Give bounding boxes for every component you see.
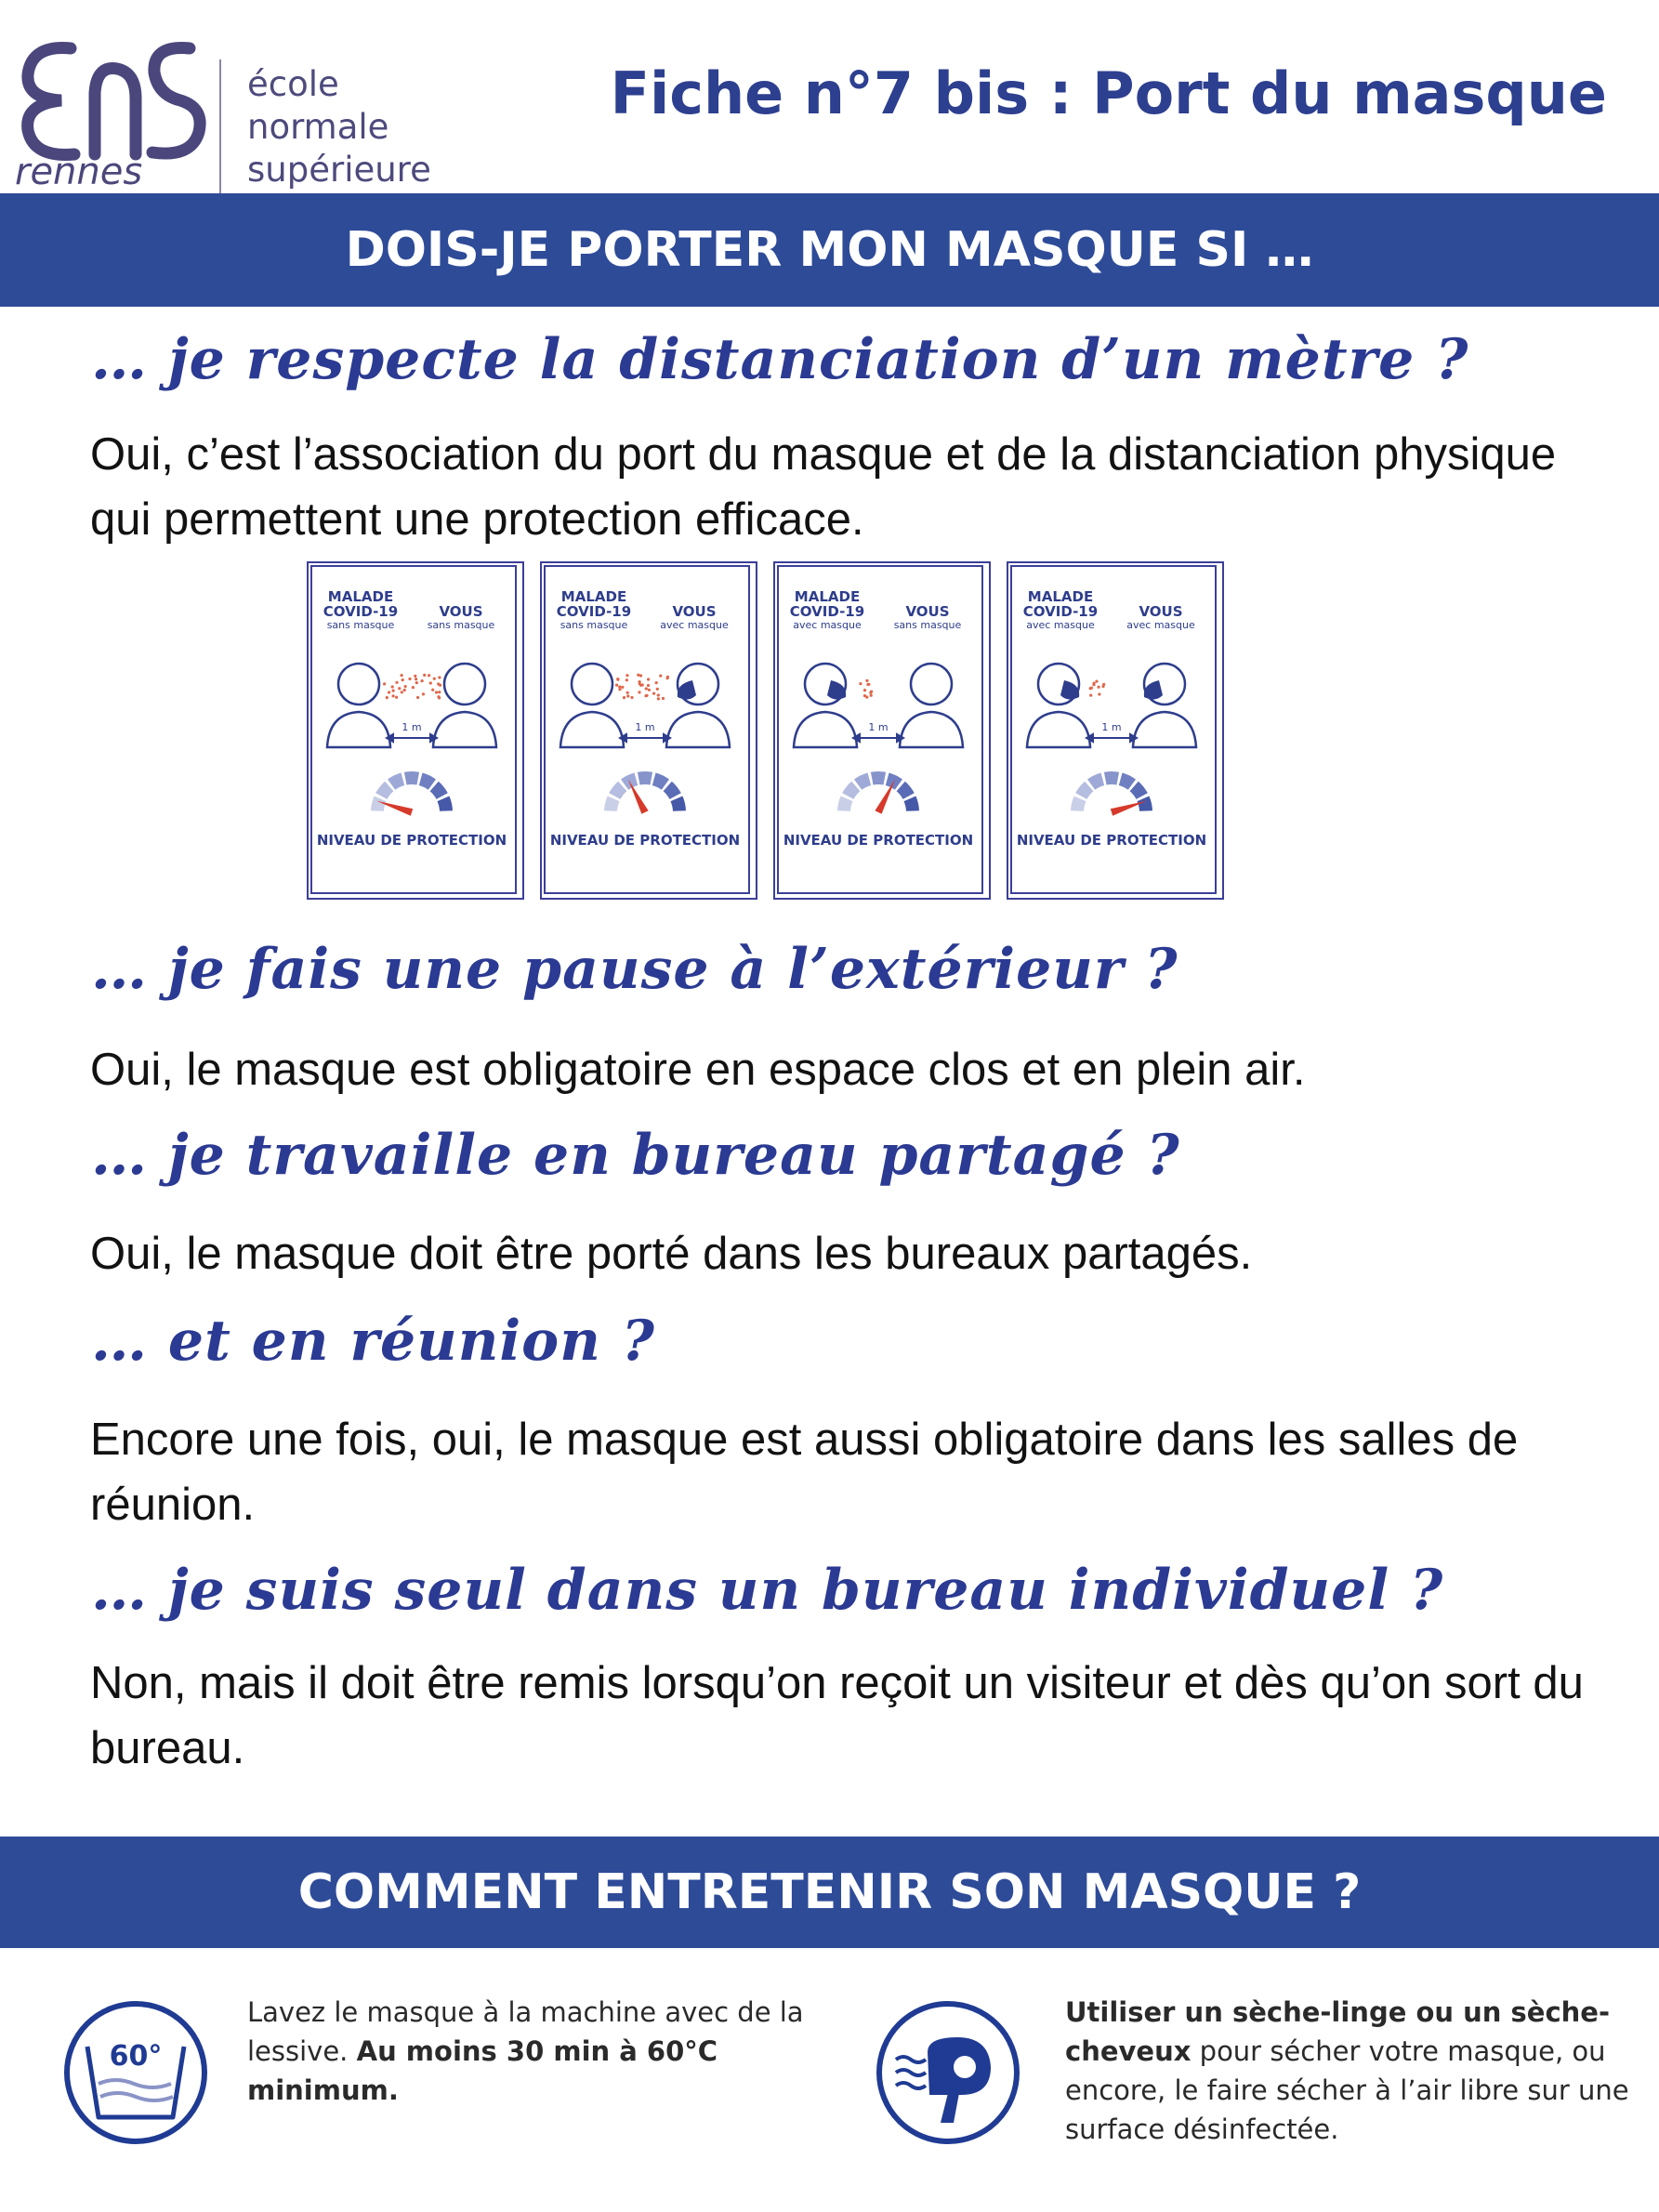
droplet	[621, 686, 624, 689]
droplet	[392, 690, 395, 692]
wash-instructions	[247, 1993, 842, 2110]
gauge-segment	[652, 773, 669, 790]
section-band-mask-questions	[0, 193, 1659, 307]
gauge-needle	[875, 779, 895, 813]
droplet	[415, 681, 418, 684]
question-heading: … je travaille en bureau partagé ?	[91, 1123, 1180, 1188]
dry-text-normal: pour sécher votre masque, ou encore, le faire sécher à l’air libre sur une surface désinfectée.	[1065, 2035, 1629, 2145]
droplet	[657, 697, 660, 700]
card-right-sub: sans masque	[427, 619, 495, 631]
section-title: DOIS-JE PORTER MON MASQUE SI …	[345, 222, 1314, 278]
distance-label: 1 m	[635, 721, 655, 733]
gauge-segment	[871, 771, 886, 785]
droplet	[391, 685, 394, 688]
mask-care-instructions	[0, 1948, 1659, 2212]
answer-text: Oui, le masque est obligatoire en espace clos et en plein air.	[90, 1045, 1306, 1095]
gauge-segment	[842, 782, 860, 799]
droplet	[392, 694, 395, 697]
droplet	[398, 687, 401, 690]
droplet	[630, 696, 633, 699]
card-left-title: MALADE COVID-19	[556, 588, 632, 620]
question-heading: … je suis seul dans un bureau individuel ?	[91, 1558, 1444, 1623]
droplet	[408, 678, 411, 680]
answer-text: Oui, c’est l’association du port du masque et de la distanciation physique qui permettent une protection efficace.	[90, 429, 1557, 545]
dry-instructions	[1065, 1993, 1641, 2149]
card-right-title: VOUS	[439, 603, 483, 620]
card-right-title: VOUS	[672, 603, 717, 620]
distance-arrow-icon	[853, 734, 903, 742]
droplet	[395, 681, 398, 684]
card-left-sub: sans masque	[326, 619, 395, 631]
logo-line: supérieure	[247, 150, 431, 190]
card-illustration	[1007, 561, 1222, 898]
protection-card	[307, 561, 522, 898]
droplet	[625, 674, 628, 677]
gauge-segment	[388, 773, 404, 790]
droplet	[616, 678, 619, 681]
document-title: Fiche n°7 bis : Port du masque	[610, 59, 1607, 127]
ens-logo-mark	[13, 28, 217, 186]
gauge-segment	[854, 773, 871, 790]
droplet	[421, 679, 424, 682]
gauge-segment	[671, 797, 687, 811]
gauge-segment	[430, 782, 448, 799]
gauge-segment	[404, 771, 419, 785]
droplet	[615, 684, 618, 687]
droplet	[386, 696, 388, 699]
person-left-icon	[1027, 664, 1090, 747]
droplet	[657, 693, 660, 696]
logo-line: école	[247, 64, 339, 104]
logo-line: normale	[247, 107, 389, 147]
droplet	[618, 688, 621, 691]
droplet	[415, 678, 417, 680]
droplet	[1102, 683, 1105, 686]
droplet	[438, 691, 441, 693]
droplet	[1089, 694, 1092, 697]
droplet	[1092, 683, 1095, 686]
protection-level-cards	[307, 561, 1222, 907]
droplet	[655, 681, 658, 684]
person-right-icon	[666, 664, 730, 747]
gauge-segment	[375, 782, 393, 799]
droplet	[433, 678, 436, 680]
droplet	[656, 688, 659, 691]
person-left-icon	[327, 664, 390, 747]
gauge-segment	[1075, 782, 1093, 799]
washing-basin-icon	[61, 1998, 210, 2147]
card-illustration	[307, 561, 522, 898]
droplet	[623, 696, 625, 699]
droplet	[666, 677, 669, 679]
droplet	[428, 674, 430, 677]
card-left-title: MALADE COVID-19	[1022, 588, 1099, 620]
droplet	[626, 691, 629, 694]
droplet	[402, 678, 404, 681]
person-right-icon	[1133, 664, 1196, 747]
card-left-title: MALADE COVID-19	[789, 588, 865, 620]
droplet	[439, 684, 441, 687]
card-left-sub: sans masque	[560, 619, 628, 631]
droplet	[618, 685, 621, 688]
droplet	[412, 686, 415, 689]
protection-card	[773, 561, 989, 898]
gauge-segment	[904, 797, 920, 811]
logo-separator	[219, 59, 221, 206]
dry-text-bold: Utiliser un sèche-linge ou un sèche-cheveux	[1065, 1996, 1610, 2067]
answer-text: Oui, le masque doit être porté dans les bureaux partagés.	[90, 1229, 1253, 1279]
droplet	[438, 676, 441, 678]
hair-dryer-icon	[874, 1998, 1022, 2147]
droplet	[647, 684, 650, 687]
droplet	[438, 696, 441, 699]
gauge-segment	[897, 782, 915, 799]
droplet	[1095, 680, 1098, 683]
person-left-icon	[794, 664, 857, 747]
droplet	[639, 674, 642, 677]
wash-text-bold: Au moins 30 min à 60°C minimum.	[247, 2035, 718, 2106]
droplet	[644, 694, 647, 697]
droplet	[1090, 687, 1093, 690]
card-right-sub: sans masque	[893, 619, 962, 631]
gauge-segment	[837, 797, 853, 811]
droplet	[395, 696, 398, 699]
droplet	[648, 689, 651, 691]
question-heading: … je fais une pause à l’extérieur ?	[91, 937, 1178, 1002]
gauge-segment	[638, 771, 652, 785]
answer-text: Non, mais il doit être remis lorsqu’on reçoit un visiteur et dès qu’on sort du bureau.	[90, 1658, 1584, 1773]
person-left-icon	[560, 664, 624, 747]
droplet	[404, 685, 407, 688]
gauge-segment	[1104, 771, 1119, 785]
droplet	[859, 682, 862, 685]
gauge-segment	[609, 782, 626, 799]
droplet	[414, 675, 416, 678]
droplet	[401, 674, 403, 677]
protection-label: NIVEAU DE PROTECTION	[316, 832, 507, 849]
question-heading: … je respecte la distanciation d’un mètre ?	[91, 327, 1469, 392]
card-right-sub: avec masque	[1126, 619, 1195, 631]
distance-arrow-icon	[387, 734, 437, 742]
droplet	[870, 694, 873, 697]
protection-label: NIVEAU DE PROTECTION	[783, 832, 974, 849]
droplet	[637, 674, 639, 677]
answer-text: Encore une fois, oui, le masque est aussi obligatoire dans les salles de réunion.	[90, 1415, 1519, 1530]
gauge-segment	[1119, 773, 1136, 790]
droplet	[869, 691, 872, 694]
gauge-segment	[438, 797, 454, 811]
droplet	[403, 689, 406, 691]
droplet	[416, 696, 419, 699]
gauge-segment	[419, 773, 436, 790]
protection-label: NIVEAU DE PROTECTION	[549, 832, 741, 849]
gauge-segment	[1087, 773, 1104, 790]
wash-text-normal: Lavez le masque à la machine avec de la lessive.	[247, 1996, 804, 2067]
gauge-segment	[1071, 797, 1086, 811]
temperature-label: 60°	[109, 2040, 163, 2073]
droplet	[652, 692, 655, 695]
droplet	[1098, 686, 1100, 689]
droplet	[645, 687, 648, 690]
distance-label: 1 m	[1101, 721, 1122, 733]
droplet	[659, 675, 662, 678]
card-illustration	[773, 561, 989, 898]
droplet	[867, 683, 870, 686]
question-heading: … et en réunion ?	[91, 1309, 655, 1374]
droplet	[865, 679, 868, 682]
card-illustration	[540, 561, 756, 898]
droplet	[383, 682, 386, 685]
distance-arrow-icon	[620, 734, 670, 742]
distance-arrow-icon	[1086, 734, 1137, 742]
person-right-icon	[900, 664, 963, 747]
gauge-segment	[664, 782, 681, 799]
section-title: COMMENT ENTRETENIR SON MASQUE ?	[297, 1864, 1362, 1920]
card-left-title: MALADE COVID-19	[323, 588, 399, 620]
droplet	[401, 691, 403, 693]
distance-label: 1 m	[402, 721, 422, 733]
droplet	[431, 689, 434, 691]
droplet	[435, 691, 438, 693]
card-left-sub: avec masque	[1026, 619, 1095, 631]
droplet	[626, 694, 629, 697]
card-right-title: VOUS	[1139, 603, 1183, 620]
distance-label: 1 m	[868, 721, 889, 733]
svg-text:rennes: rennes	[15, 151, 143, 186]
gauge-segment	[604, 797, 620, 811]
droplet	[625, 678, 628, 681]
card-right-sub: avec masque	[660, 619, 729, 631]
gauge-segment	[1130, 782, 1148, 799]
section-band-mask-care	[0, 1837, 1659, 1948]
person-right-icon	[433, 664, 496, 747]
logo-text	[247, 63, 431, 191]
droplet	[388, 691, 390, 693]
droplet	[422, 692, 425, 695]
card-right-title: VOUS	[905, 603, 950, 620]
card-left-sub: avec masque	[793, 619, 862, 631]
droplet	[639, 684, 642, 687]
droplet	[865, 696, 868, 699]
droplet	[1098, 692, 1100, 695]
protection-label: NIVEAU DE PROTECTION	[1016, 832, 1207, 849]
droplet	[423, 674, 426, 677]
ens-rennes-logo	[13, 28, 450, 190]
droplet	[638, 691, 640, 693]
droplet	[647, 678, 650, 680]
droplet	[662, 697, 665, 700]
gauge-needle	[628, 779, 649, 813]
protection-card	[540, 561, 756, 898]
droplet	[863, 689, 866, 691]
protection-card	[1007, 561, 1222, 898]
droplet	[429, 681, 432, 684]
